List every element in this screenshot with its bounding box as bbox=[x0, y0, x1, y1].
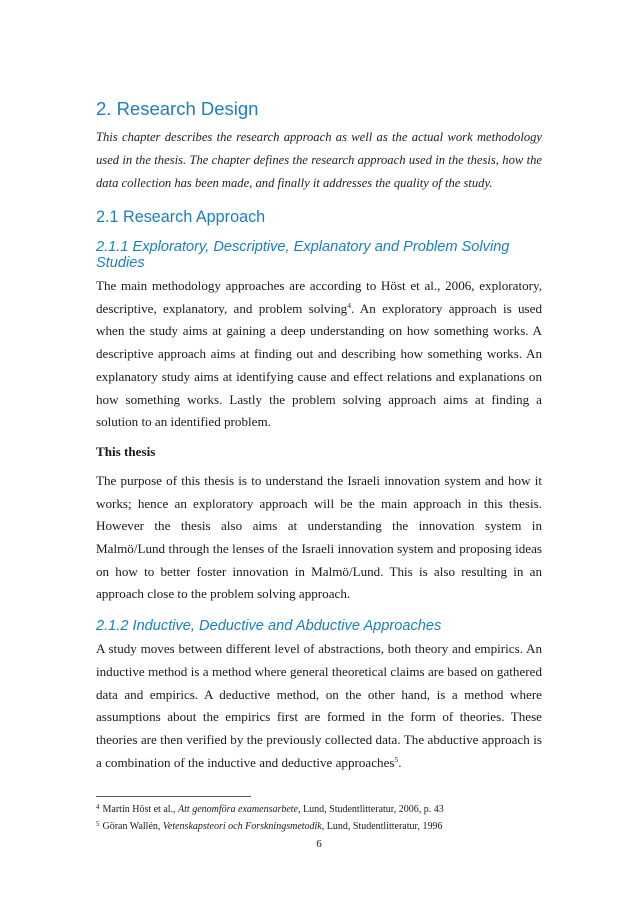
footnote-author: Göran Wallén, bbox=[102, 821, 163, 832]
chapter-intro: This chapter describes the research approach as well as the actual work methodology used in the thesis. The chapter defines the research approach used in the thesis, how the data collection has been made, and finally it addresses the quality of the study. bbox=[96, 130, 542, 190]
footnote-ref-5: 5 bbox=[394, 754, 399, 764]
page-number: 6 bbox=[316, 838, 322, 850]
chapter-heading: 2. Research Design bbox=[96, 98, 259, 119]
paragraph-approaches bbox=[96, 275, 542, 434]
footnote-number: 5 bbox=[96, 820, 100, 828]
paragraph-inductive bbox=[96, 638, 542, 774]
footnote-ref-4: 4 bbox=[347, 300, 351, 310]
page-content bbox=[96, 98, 542, 774]
subsection-heading-2-1-1: 2.1.1 Exploratory, Descriptive, Explanatory and Problem Solving Studies bbox=[96, 239, 510, 271]
footnote-author: Martin Höst et al., bbox=[102, 804, 179, 815]
footnote-source: , Lund, Studentlitteratur, 2006, p. 43 bbox=[298, 804, 444, 815]
this-thesis-subheading: This thesis bbox=[96, 443, 156, 459]
footnotes bbox=[96, 800, 542, 834]
paragraph-inductive-text-2: . bbox=[398, 754, 402, 770]
subsection-heading-2-1-2: 2.1.2 Inductive, Deductive and Abductive Approaches bbox=[96, 618, 442, 635]
paragraph-this-thesis: The purpose of this thesis is to understand the Israeli innovation system and how it works; hence an exploratory approach will be the main approach in this thesis. However the thesis also aims at understanding the innovation system in Malmö/Lund through the lenses of the Israeli innovation system and proposing ideas on how to better foster innovation in Malmö/Lund. This is also resulting in an approach close to the problem solving approach. bbox=[96, 472, 542, 602]
paragraph-approaches-text-1: The main methodology approaches are according to Höst et al., 2006, exploratory, descriptive, explanatory, and problem solving bbox=[96, 278, 542, 316]
footnote-5 bbox=[96, 817, 542, 834]
footnote-title: Vetenskapsteori och Forskningsmetodik bbox=[162, 821, 322, 832]
paragraph-inductive-text-1: A study moves between different level of abstractions, both theory and empirics. An inductive method is a method where general theoretical claims are based on gathered data and empirics. A deductive method, on the other hand, is a method where assumptions about the empirics first are formed in the form of theories. These theories are then verified by the previously collected data. The abductive approach is a combination of the inductive and deductive approaches bbox=[96, 641, 542, 770]
footnote-number: 4 bbox=[96, 803, 100, 811]
footnote-source: , Lund, Studentlitteratur, 1996 bbox=[321, 821, 443, 832]
paragraph-approaches-text-2: . An exploratory approach is used when the study aims at gaining a deep understanding on how something works. A descriptive approach aims at finding out and describing how something works. An explanatory study aims at identifying cause and effect relations and explanations on how something works. Lastly the problem solving approach aims at finding a solution to an identified problem. bbox=[96, 300, 543, 430]
footnote-4 bbox=[96, 800, 542, 817]
footnote-title: Att genomföra examensarbete bbox=[178, 804, 299, 815]
footnote-divider bbox=[96, 796, 251, 797]
section-heading-2-1: 2.1 Research Approach bbox=[96, 208, 266, 226]
